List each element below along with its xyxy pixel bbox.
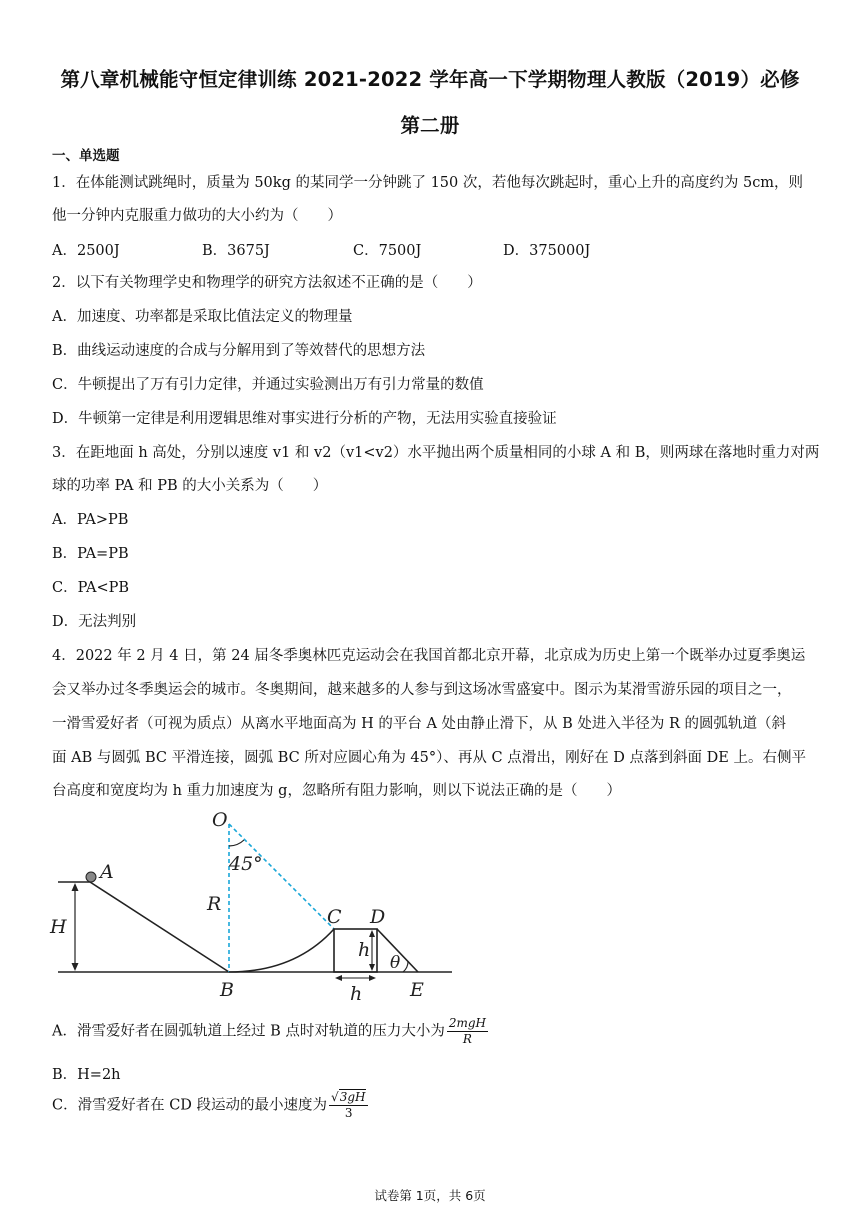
- label-B: B: [220, 979, 234, 1001]
- label-C: C: [327, 906, 342, 928]
- label-h-horizontal: h: [350, 983, 363, 1005]
- angle-arc: [229, 840, 244, 846]
- label-A: A: [100, 861, 114, 883]
- label-E: E: [410, 979, 424, 1001]
- q4-stem-line2: 会又举办过冬季奥运会的城市。冬奥期间，越来越多的人参与到这场冰雪盛宴中。图示为某滑雪游乐园的项目之一，: [52, 682, 792, 698]
- q2-option-b: B．曲线运动速度的合成与分解用到了等效替代的思想方法: [52, 343, 426, 359]
- q2-option-a: A．加速度、功率都是采取比值法定义的物理量: [52, 309, 353, 325]
- q3-option-b: B．PA=PB: [52, 546, 129, 562]
- label-H: H: [50, 916, 67, 938]
- q4-option-a-text: A．滑雪爱好者在圆弧轨道上经过 B 点时对轨道的压力大小为: [52, 1023, 445, 1040]
- q1-stem-line2: 他一分钟内克服重力做功的大小约为（ ）: [52, 208, 342, 224]
- ski-track-figure: [40, 806, 460, 1006]
- label-R: R: [207, 893, 222, 915]
- q4-stem-line1: 4．2022 年 2 月 4 日，第 24 届冬季奥林匹克运动会在我国首都北京开幕，北京成为历史上第一个既举办过夏季奥运: [52, 648, 806, 664]
- q2-stem: 2．以下有关物理学史和物理学的研究方法叙述不正确的是（ ）: [52, 275, 482, 291]
- h-arrow-top: [72, 883, 79, 891]
- fraction-denominator: 3: [344, 1106, 353, 1120]
- q4-option-a-fraction: [447, 1016, 488, 1047]
- label-h-vertical: h: [358, 939, 371, 961]
- q2-option-c: C．牛顿提出了万有引力定律，并通过实验测出万有引力常量的数值: [52, 377, 484, 393]
- q1-option-d: D．375000J: [503, 243, 591, 259]
- label-D: D: [370, 906, 386, 928]
- q4-stem-line5: 台高度和宽度均为 h 重力加速度为 g，忽略所有阻力影响，则以下说法正确的是（ ）: [52, 783, 621, 799]
- label-angle: 45°: [229, 853, 263, 875]
- page-title-line2: 第二册: [400, 114, 460, 137]
- q4-option-b: B．H=2h: [52, 1067, 121, 1083]
- skier-ball: [86, 872, 96, 882]
- q3-option-c: C．PA<PB: [52, 580, 130, 596]
- q4-stem-line4: 面 AB 与圆弧 BC 平滑连接，圆弧 BC 所对应圆心角为 45°）、再从 C 点滑出，刚好在 D 点落到斜面 DE 上。右侧平: [52, 750, 806, 766]
- fraction-numerator: 2mgH: [448, 1016, 487, 1030]
- label-O: O: [212, 809, 228, 831]
- q4-option-c-text: C．滑雪爱好者在 CD 段运动的最小速度为: [52, 1097, 328, 1114]
- q1-stem-line1: 1．在体能测试跳绳时，质量为 50kg 的某同学一分钟跳了 150 次，若他每次跳起时，重心上升的高度约为 5cm，则: [52, 175, 804, 191]
- q4-option-a: [52, 1016, 488, 1047]
- q1-option-a: A．2500J: [52, 243, 120, 259]
- q3-option-d: D．无法判别: [52, 614, 137, 630]
- q3-option-a: A．PA>PB: [52, 512, 129, 528]
- h-arrow-bottom: [72, 963, 79, 971]
- q2-option-d: D．牛顿第一定律是利用逻辑思维对事实进行分析的产物，无法用实验直接验证: [52, 411, 557, 427]
- section-heading: 一、单选题: [52, 148, 120, 164]
- page-footer: 试卷第 1页，共 6页: [374, 1188, 486, 1203]
- q4-stem-line3: 一滑雪爱好者（可视为质点）从离水平地面高为 H 的平台 A 处由静止滑下，从 B 处进入半径为 R 的圆弧轨道（斜: [52, 716, 787, 732]
- q1-option-c: C．7500J: [353, 243, 422, 259]
- q3-stem-line2: 球的功率 PA 和 PB 的大小关系为（ ）: [52, 478, 328, 494]
- sqrt-radicand: 3gH: [339, 1090, 366, 1104]
- radius-oc: [229, 824, 334, 929]
- q4-option-c-fraction: $\frac{√3gH}{3}$: [329, 1090, 368, 1121]
- q3-stem-line1: 3．在距地面 h 高处，分别以速度 v1 和 v2（v1<v2）水平抛出两个质量相同的小球 A 和 B，则两球在落地时重力对两: [52, 445, 820, 461]
- arc-bc: [229, 929, 334, 972]
- fraction-denominator: R: [462, 1032, 472, 1046]
- theta-arc: [403, 961, 408, 972]
- q1-option-b: B．3675J: [202, 243, 270, 259]
- page-title-line1: 第八章机械能守恒定律训练 2021-2022 学年高一下学期物理人教版（2019）必修: [60, 68, 800, 91]
- label-theta: θ: [390, 953, 401, 973]
- q4-option-c: [52, 1090, 368, 1121]
